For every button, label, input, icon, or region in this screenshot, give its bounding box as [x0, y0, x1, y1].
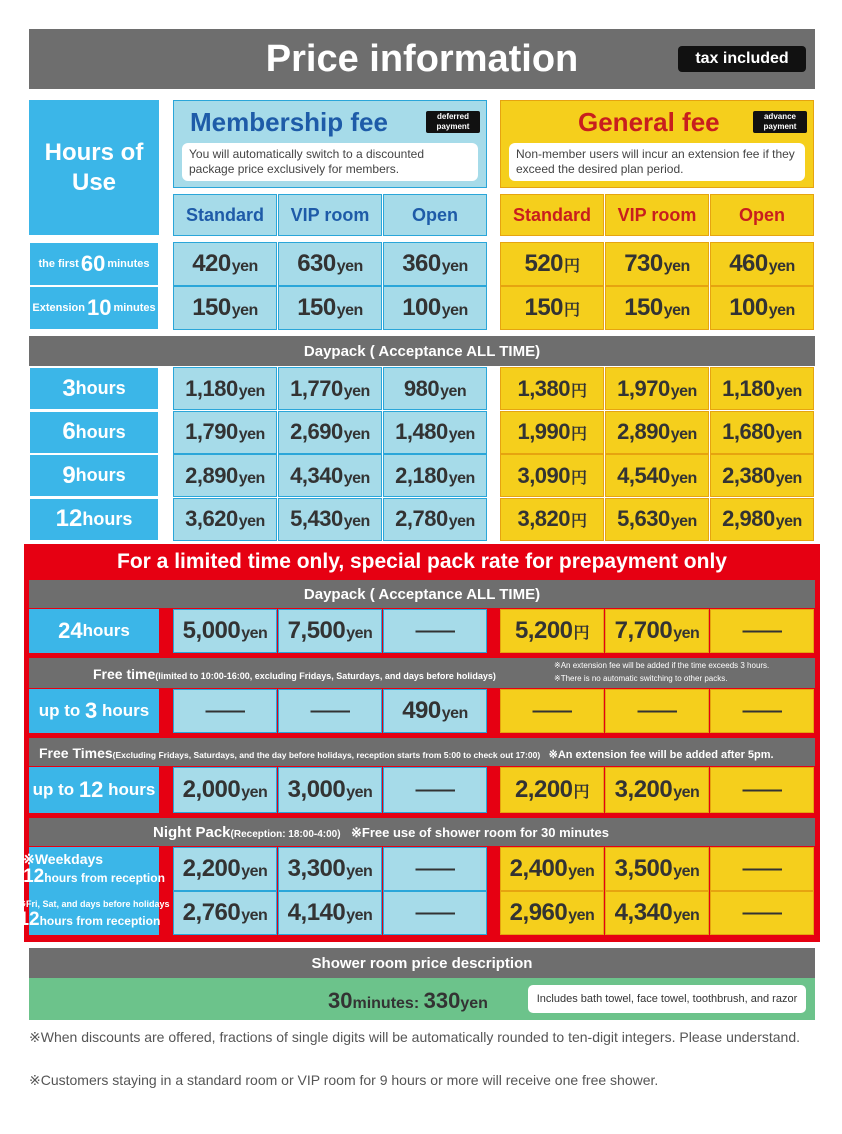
basic-general-1-2: 100yen — [710, 286, 814, 330]
daypack-general-3-2: 2,980yen — [710, 498, 814, 541]
basic-general-1-0: 150円 — [500, 286, 604, 330]
daypack-general-3-0: 3,820円 — [500, 498, 604, 541]
night-r1-label: ※Weekdays 12hours from reception — [29, 847, 159, 891]
daypack-member-3-0: 3,620yen — [173, 498, 277, 541]
member-col-1: VIP room — [278, 194, 382, 236]
general-col-1: VIP room — [605, 194, 709, 236]
daypack-member-0-2: 980yen — [383, 367, 487, 410]
tax-badge: tax included — [678, 46, 806, 72]
free12-general-0: 2,200円 — [500, 767, 604, 813]
pack24-general-0: 5,200円 — [500, 609, 604, 653]
pack24-general-1: 7,700yen — [605, 609, 709, 653]
daypack-general-0-0: 1,380円 — [500, 367, 604, 410]
night-r2-general-2: —— — [710, 891, 814, 935]
daypack-general-0-1: 1,970yen — [605, 367, 709, 410]
daypack-member-3-1: 5,430yen — [278, 498, 382, 541]
free3-note1: ※An extension fee will be added if the time exceeds 3 hours. — [554, 661, 770, 670]
daypack-member-2-2: 2,180yen — [383, 454, 487, 497]
page-title: Price information — [265, 37, 579, 80]
free12-member-1: 3,000yen — [278, 767, 382, 813]
membership-desc: You will automatically switch to a discounted package price exclusively for members. — [182, 143, 478, 181]
free3-general-2: —— — [710, 689, 814, 733]
free3-title: Free time — [93, 666, 156, 682]
general-badge: advance payment — [753, 111, 807, 133]
free12-title: Free Times — [39, 745, 113, 761]
night-r1-general-2: —— — [710, 847, 814, 891]
pack24-label: 24 hours — [29, 609, 159, 653]
free12-member-2: —— — [383, 767, 487, 813]
daypack-general-3-1: 5,630yen — [605, 498, 709, 541]
night-sub: (Reception: 18:00-4:00) — [230, 829, 341, 840]
daypack-member-0-0: 1,180yen — [173, 367, 277, 410]
free3-member-0: —— — [173, 689, 277, 733]
limited-banner: For a limited time only, special pack rate for prepayment only — [117, 550, 727, 573]
night-r1-general-0: 2,400yen — [500, 847, 604, 891]
basic-member-0-1: 630yen — [278, 242, 382, 286]
free3-general-0: —— — [500, 689, 604, 733]
basic-member-0-0: 420yen — [173, 242, 277, 286]
night-r1-member-0: 2,200yen — [173, 847, 277, 891]
basic-label-0: the first 60 minutes — [29, 242, 159, 286]
pack24-member-2: —— — [383, 609, 487, 653]
free12-general-1: 3,200yen — [605, 767, 709, 813]
daypack-title: Daypack ( Acceptance ALL TIME) — [29, 336, 815, 366]
night-note: ※Free use of shower room for 30 minutes — [351, 825, 609, 840]
daypack-general-2-1: 4,540yen — [605, 454, 709, 497]
footnote-2: ※Customers staying in a standard room or VIP room for 9 hours or more will receive one free shower. — [29, 1072, 659, 1088]
free3-label: up to 3 hours — [29, 689, 159, 733]
daypack-general-1-0: 1,990円 — [500, 411, 604, 454]
night-r2-label: ※Fri, Sat, and days before holidays 12hours from reception — [29, 891, 159, 935]
night-r1-member-2: —— — [383, 847, 487, 891]
daypack-general-2-0: 3,090円 — [500, 454, 604, 497]
pack24-general-2: —— — [710, 609, 814, 653]
basic-general-0-0: 520円 — [500, 242, 604, 286]
free3-general-1: —— — [605, 689, 709, 733]
night-r2-member-0: 2,760yen — [173, 891, 277, 935]
membership-header — [173, 100, 487, 188]
pack24-title: Daypack ( Acceptance ALL TIME) — [29, 580, 815, 608]
general-col-0: Standard — [500, 194, 604, 236]
general-title: General fee — [578, 107, 720, 137]
shower-price: 30minutes: 330yen — [328, 988, 488, 1013]
pack24-member-0: 5,000yen — [173, 609, 277, 653]
daypack-general-1-2: 1,680yen — [710, 411, 814, 454]
daypack-label-1: 6 hours — [29, 411, 159, 454]
night-title-bar — [29, 818, 815, 846]
basic-general-1-1: 150yen — [605, 286, 709, 330]
basic-general-0-1: 730yen — [605, 242, 709, 286]
night-r2-general-0: 2,960yen — [500, 891, 604, 935]
night-title: Night Pack — [153, 824, 231, 841]
membership-title: Membership fee — [190, 107, 388, 137]
general-header — [500, 100, 814, 188]
daypack-member-1-0: 1,790yen — [173, 411, 277, 454]
basic-label-1: Extension 10 minutes — [29, 286, 159, 330]
free12-general-2: —— — [710, 767, 814, 813]
free3-member-2: 490yen — [383, 689, 487, 733]
free3-title-bar — [29, 658, 815, 688]
night-r2-member-2: —— — [383, 891, 487, 935]
member-col-0: Standard — [173, 194, 277, 236]
daypack-label-3: 12 hours — [29, 498, 159, 541]
general-col-2: Open — [710, 194, 814, 236]
free12-note: ※An extension fee will be added after 5pm. — [548, 749, 774, 761]
daypack-general-0-2: 1,180yen — [710, 367, 814, 410]
daypack-member-1-1: 2,690yen — [278, 411, 382, 454]
free3-sub: (limited to 10:00-16:00, excluding Fridays, Saturdays, and days before holidays) — [155, 671, 496, 681]
pack24-member-1: 7,500yen — [278, 609, 382, 653]
free12-label: up to 12 hours — [29, 767, 159, 813]
footnote-1: ※When discounts are offered, fractions of single digits will be automatically rounded to ten-digit integers. Please understand. — [29, 1029, 801, 1045]
daypack-member-0-1: 1,770yen — [278, 367, 382, 410]
night-r2-general-1: 4,340yen — [605, 891, 709, 935]
basic-member-1-0: 150yen — [173, 286, 277, 330]
daypack-label-0: 3 hours — [29, 367, 159, 410]
general-desc: Non-member users will incur an extension fee if they exceed the desired plan period. — [509, 143, 805, 181]
basic-member-1-2: 100yen — [383, 286, 487, 330]
shower-title: Shower room price description — [29, 948, 815, 978]
free12-title-bar — [29, 738, 815, 766]
membership-badge: deferred payment — [426, 111, 480, 133]
shower-includes: Includes bath towel, face towel, toothbrush, and razor — [528, 985, 806, 1013]
hours-of-use-header: Hours of Use — [29, 100, 159, 235]
basic-member-0-2: 360yen — [383, 242, 487, 286]
basic-general-0-2: 460yen — [710, 242, 814, 286]
daypack-member-2-0: 2,890yen — [173, 454, 277, 497]
free3-note2: ※There is no automatic switching to other packs. — [554, 674, 728, 683]
free3-member-1: —— — [278, 689, 382, 733]
daypack-label-2: 9 hours — [29, 454, 159, 497]
daypack-member-2-1: 4,340yen — [278, 454, 382, 497]
basic-member-1-1: 150yen — [278, 286, 382, 330]
night-r1-general-1: 3,500yen — [605, 847, 709, 891]
member-col-2: Open — [383, 194, 487, 236]
daypack-member-3-2: 2,780yen — [383, 498, 487, 541]
daypack-general-1-1: 2,890yen — [605, 411, 709, 454]
free12-member-0: 2,000yen — [173, 767, 277, 813]
free12-sub: (Excluding Fridays, Saturdays, and the day before holidays, reception starts from 5:00 to check out 17:00) — [112, 750, 541, 760]
night-r1-member-1: 3,300yen — [278, 847, 382, 891]
daypack-member-1-2: 1,480yen — [383, 411, 487, 454]
night-r2-member-1: 4,140yen — [278, 891, 382, 935]
daypack-general-2-2: 2,380yen — [710, 454, 814, 497]
